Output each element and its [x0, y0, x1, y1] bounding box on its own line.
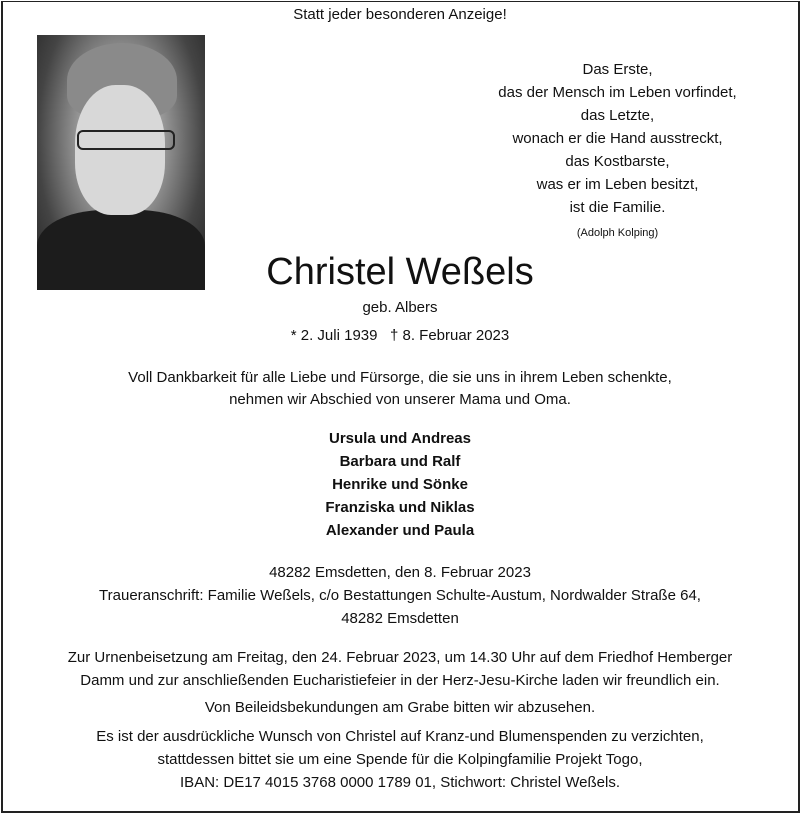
poem-line: Das Erste, [582, 61, 653, 78]
condolence-note: Von Beileidsbekundungen am Grabe bitten wir abzusehen. [204, 699, 596, 716]
family-member: Ursula und Andreas [329, 430, 471, 447]
donation-iban: IBAN: DE17 4015 3768 0000 1789 01, Stichwort: Christel Weßels. [180, 774, 620, 791]
family-member: Barbara und Ralf [339, 453, 461, 470]
donation-info: Es ist der ausdrückliche Wunsch von Christel auf Kranz-und Blumenspenden zu verzichten, [96, 728, 704, 745]
poem-attribution: (Adolph Kolping) [576, 227, 659, 239]
poem-line: das der Mensch im Leben vorfindet, [498, 84, 737, 101]
poem-line: was er im Leben besitzt, [536, 176, 699, 193]
mourning-address: Traueranschrift: Familie Weßels, c/o Bestattungen Schulte-Austum, Nordwalder Straße 64, [99, 587, 701, 604]
mourning-address: 48282 Emsdetten [341, 610, 459, 627]
thanks-line: Voll Dankbarkeit für alle Liebe und Fürsorge, die sie uns in ihrem Leben schenkte, [128, 369, 672, 386]
family-member: Alexander und Paula [325, 522, 475, 539]
poem-line: das Letzte, [580, 107, 655, 124]
poem-line: das Kostbarste, [565, 153, 670, 170]
burial-info: Damm und zur anschließenden Eucharistiefeier in der Herz-Jesu-Kirche laden wir freundlich ein. [80, 672, 720, 689]
poem-line: wonach er die Hand ausstreckt, [512, 130, 723, 147]
family-member: Franziska und Niklas [325, 499, 475, 516]
deceased-name: Christel Weßels [266, 251, 534, 293]
donation-info: stattdessen bittet sie um eine Spende für die Kolpingfamilie Projekt Togo, [157, 751, 643, 768]
life-dates: * 2. Juli 1939 † 8. Februar 2023 [290, 327, 510, 344]
burial-info: Zur Urnenbeisetzung am Freitag, den 24. Februar 2023, um 14.30 Uhr auf dem Friedhof Hemberger [67, 649, 733, 666]
thanks-line: nehmen wir Abschied von unserer Mama und Oma. [229, 391, 571, 408]
header-text: Statt jeder besonderen Anzeige! [293, 6, 507, 23]
family-member: Henrike und Sönke [332, 476, 468, 493]
maiden-name: geb. Albers [362, 299, 438, 316]
place-date: 48282 Emsdetten, den 8. Februar 2023 [269, 564, 531, 581]
poem-line: ist die Familie. [569, 199, 666, 216]
